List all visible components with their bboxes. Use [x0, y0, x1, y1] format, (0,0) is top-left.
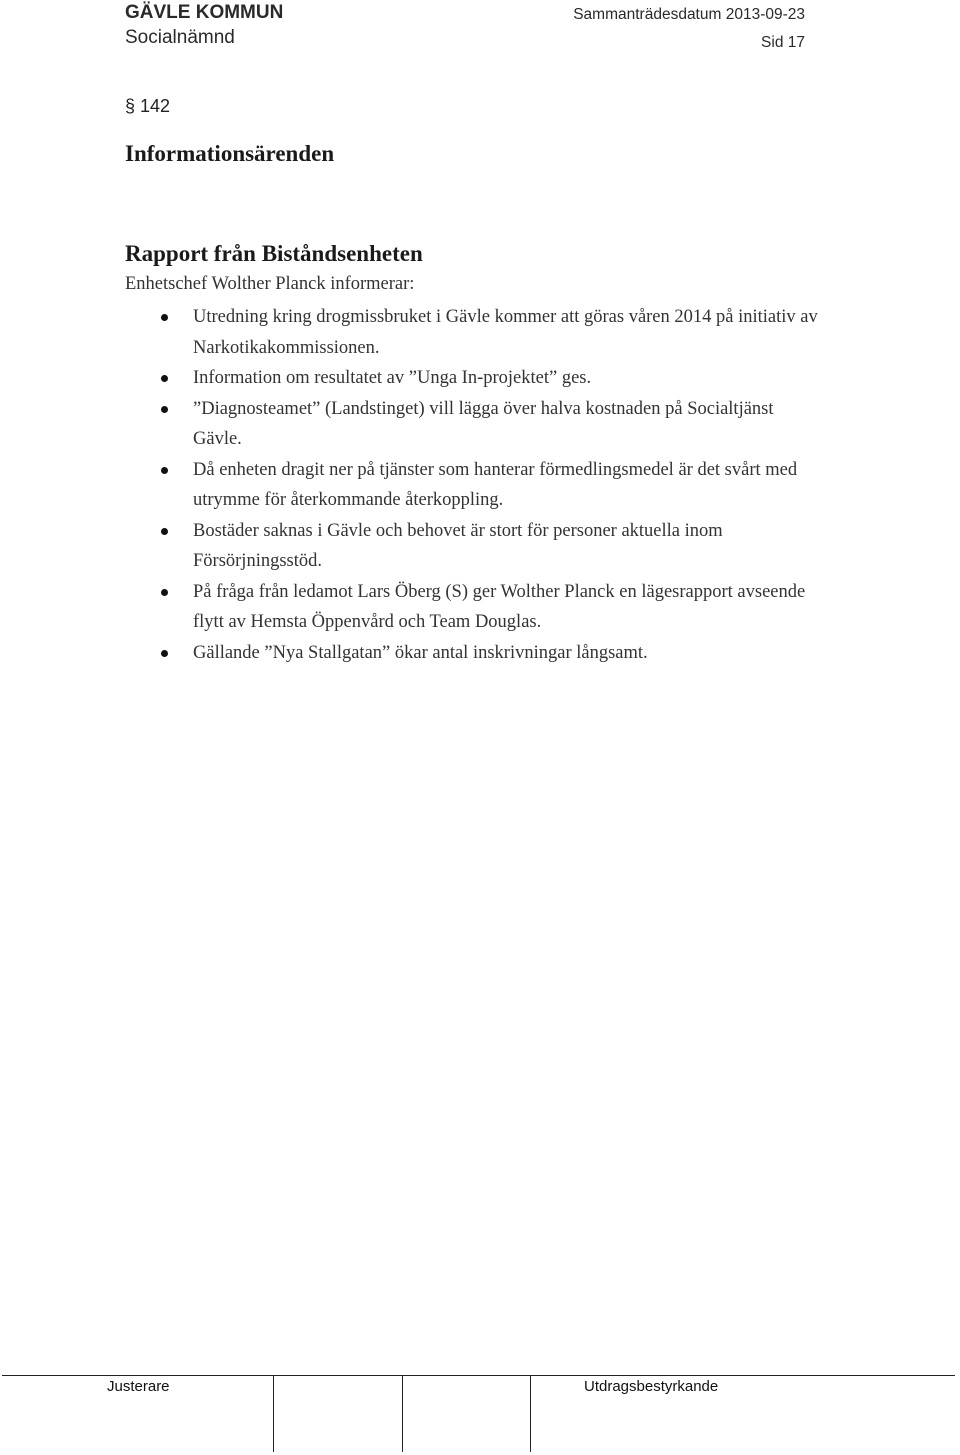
- section-number: [125, 96, 170, 117]
- bullet-list: [125, 302, 825, 668]
- signer-label: Justerare: [107, 1378, 170, 1395]
- section-number-value: 142: [140, 96, 171, 116]
- list-item-text: ”Diagnosteamet” (Landstinget) vill lägga över halva kostnaden på Socialtjänst Gävle.: [193, 398, 774, 449]
- list-item: [125, 363, 825, 394]
- list-item: [125, 394, 825, 455]
- organization-name: GÄVLE KOMMUN: [125, 2, 284, 23]
- footer-divider: [273, 1376, 274, 1452]
- list-item-text: På fråga från ledamot Lars Öberg (S) ger Wolther Planck en lägesrapport avseende flytt av Hemsta Öppenvård och Team Douglas.: [193, 581, 806, 632]
- list-item: [125, 302, 825, 363]
- bullet-icon: [161, 467, 168, 474]
- bullet-icon: [161, 528, 168, 535]
- certification-label: Utdragsbestyrkande: [584, 1378, 719, 1395]
- page-number: Sid 17: [761, 34, 805, 51]
- footer-divider: [530, 1376, 531, 1452]
- list-item: [125, 638, 825, 669]
- footer-rule: [2, 1375, 955, 1376]
- report-intro: Enhetschef Wolther Planck informerar:: [125, 274, 415, 294]
- list-item-text: Information om resultatet av ”Unga In-projektet” ges.: [193, 368, 592, 388]
- list-item: [125, 577, 825, 638]
- list-item-text: Utredning kring drogmissbruket i Gävle kommer att göras våren 2014 på initiativ av Narkotikakommissionen.: [193, 307, 818, 358]
- bullet-icon: [161, 406, 168, 413]
- signature-footer: [0, 1375, 957, 1453]
- bullet-icon: [161, 589, 168, 596]
- list-item-text: Gällande ”Nya Stallgatan” ökar antal inskrivningar långsamt.: [193, 642, 648, 663]
- report-heading: Rapport från Biståndsenheten: [125, 241, 423, 266]
- list-item-text: Då enheten dragit ner på tjänster som hanterar förmedlingsmedel är det svårt med utrymme för återkommande återkoppling.: [193, 459, 798, 510]
- bullet-icon: [161, 314, 168, 321]
- section-symbol: §: [125, 96, 136, 116]
- bullet-icon: [161, 375, 168, 382]
- section-title: Informationsärenden: [125, 141, 335, 166]
- department-name: Socialnämnd: [125, 27, 235, 48]
- bullet-icon: [161, 650, 168, 657]
- list-item: [125, 516, 825, 577]
- meeting-date: Sammanträdesdatum 2013-09-23: [573, 6, 805, 23]
- footer-divider: [402, 1376, 403, 1452]
- list-item-text: Bostäder saknas i Gävle och behovet är stort för personer aktuella inom Försörjningsstöd.: [193, 520, 723, 571]
- list-item: [125, 455, 825, 516]
